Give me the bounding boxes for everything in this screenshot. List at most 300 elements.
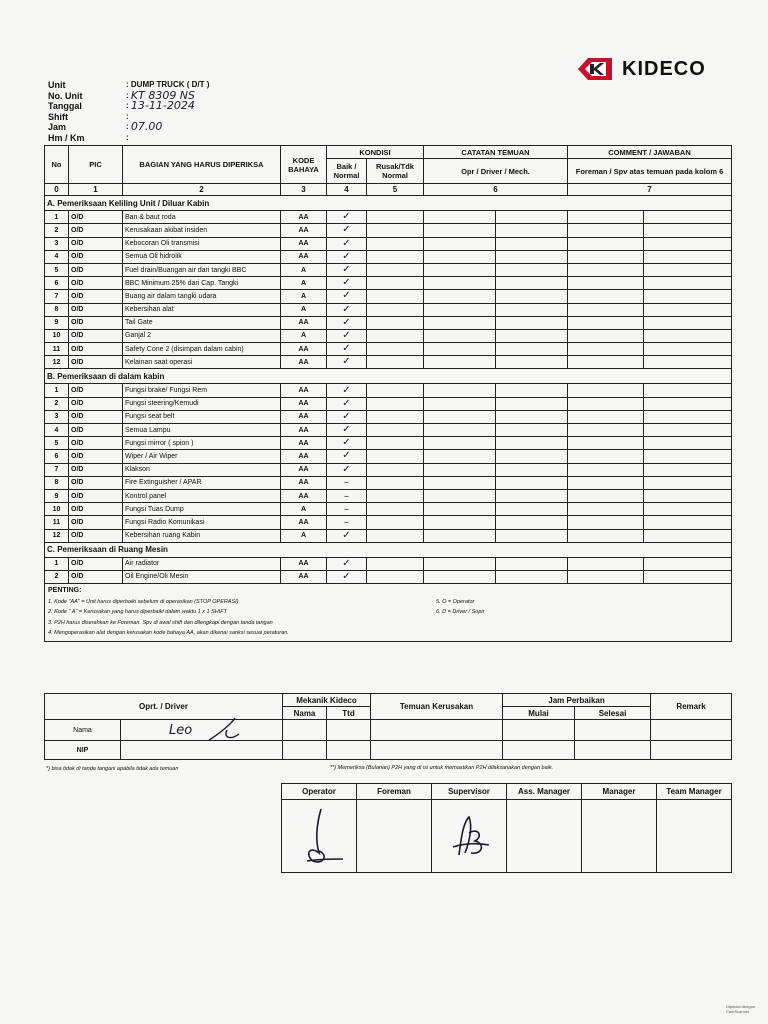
row-rusak[interactable]	[367, 290, 424, 303]
table-row	[45, 463, 732, 476]
tanggal-label: Tanggal	[48, 101, 82, 111]
row-comment-a[interactable]	[568, 237, 644, 250]
row-no: 3	[45, 410, 69, 423]
row-pic: O/D	[69, 424, 123, 437]
mekanik-nama-header: Nama	[283, 707, 327, 720]
row-catatan-a[interactable]	[424, 570, 496, 583]
col-kondisi: KONDISI	[327, 146, 424, 159]
selesai-header: Selesai	[575, 707, 651, 720]
sig-ass-manager-cell[interactable]	[507, 800, 582, 873]
row-pic: O/D	[69, 397, 123, 410]
num-0: 0	[45, 184, 69, 196]
row-rusak[interactable]	[367, 343, 424, 356]
table-row	[45, 410, 732, 423]
row-comment-b[interactable]	[644, 570, 732, 583]
row-kode: A	[281, 290, 327, 303]
row-baik: –	[327, 476, 367, 489]
row-item: Fuel drain/Buangan air dari tangki BBC	[123, 263, 281, 276]
col-opr: Opr / Driver / Mech.	[424, 159, 568, 184]
row-kode: AA	[281, 476, 327, 489]
sig-operator-header: Operator	[282, 784, 357, 800]
table-row	[45, 516, 732, 529]
row-kode: AA	[281, 343, 327, 356]
table-row	[45, 437, 732, 450]
row-catatan-b[interactable]	[496, 450, 568, 463]
row-item: BBC Minimum 25% dari Cap. Tangki	[123, 277, 281, 290]
row-comment-b[interactable]	[644, 263, 732, 276]
row-item: Air radiator	[123, 557, 281, 570]
row-comment-b[interactable]	[644, 450, 732, 463]
mekanik-ttd-cell[interactable]	[327, 720, 371, 741]
row-kode: A	[281, 277, 327, 290]
col-pic: PIC	[69, 146, 123, 184]
row-catatan-b[interactable]	[496, 224, 568, 237]
row-kode: AA	[281, 410, 327, 423]
row-comment-a[interactable]	[568, 529, 644, 542]
row-comment-b[interactable]	[644, 290, 732, 303]
row-baik: ✓	[327, 529, 367, 542]
row-catatan-b[interactable]	[496, 557, 568, 570]
row-rusak[interactable]	[367, 356, 424, 369]
mekanik-nama-cell[interactable]	[283, 720, 327, 741]
row-rusak[interactable]	[367, 503, 424, 516]
inspection-table	[44, 145, 732, 642]
row-baik: ✓	[327, 356, 367, 369]
row-no: 12	[45, 529, 69, 542]
row-no: 9	[45, 489, 69, 502]
row-no: 2	[45, 224, 69, 237]
sig-manager-header: Manager	[582, 784, 657, 800]
row-catatan-a[interactable]	[424, 397, 496, 410]
row-item: Wiper / Air Wiper	[123, 450, 281, 463]
row-rusak[interactable]	[367, 557, 424, 570]
row-catatan-b[interactable]	[496, 463, 568, 476]
row-comment-a[interactable]	[568, 250, 644, 263]
row-catatan-b[interactable]	[496, 343, 568, 356]
row-pic: O/D	[69, 463, 123, 476]
row-catatan-a[interactable]	[424, 424, 496, 437]
row-item: Oil Engine/Oli Mesin	[123, 570, 281, 583]
sig-team-manager-header: Team Manager	[657, 784, 732, 800]
row-rusak[interactable]	[367, 303, 424, 316]
section-title: C. Pemeriksaan di Ruang Mesin	[45, 542, 732, 557]
sig-supervisor-header: Supervisor	[432, 784, 507, 800]
row-pic: O/D	[69, 356, 123, 369]
row-comment-a[interactable]	[568, 489, 644, 502]
row-pic: O/D	[69, 250, 123, 263]
row-kode: AA	[281, 463, 327, 476]
sig-foreman-cell[interactable]	[357, 800, 432, 873]
row-comment-a[interactable]	[568, 463, 644, 476]
row-pic: O/D	[69, 224, 123, 237]
col-comment: COMMENT / JAWABAN	[568, 146, 732, 159]
row-catatan-a[interactable]	[424, 237, 496, 250]
scanner-line-2: CamScanner	[726, 1009, 750, 1014]
row-comment-b[interactable]	[644, 224, 732, 237]
row-no: 12	[45, 356, 69, 369]
row-catatan-a[interactable]	[424, 250, 496, 263]
row-no: 10	[45, 503, 69, 516]
row-kode: AA	[281, 224, 327, 237]
row-rusak[interactable]	[367, 424, 424, 437]
row-pic: O/D	[69, 211, 123, 224]
table-row	[45, 290, 732, 303]
row-baik: ✓	[327, 303, 367, 316]
row-comment-b[interactable]	[644, 476, 732, 489]
mekanik-ttd-header: Ttd	[327, 707, 371, 720]
mulai-header: Mulai	[503, 707, 575, 720]
table-row	[45, 384, 732, 397]
table-row	[45, 343, 732, 356]
row-comment-b[interactable]	[644, 529, 732, 542]
row-kode: A	[281, 503, 327, 516]
row-pic: O/D	[69, 303, 123, 316]
row-kode: AA	[281, 316, 327, 329]
operator-signature	[289, 803, 349, 867]
row-catatan-a[interactable]	[424, 516, 496, 529]
row-no: 8	[45, 303, 69, 316]
nip-row-label: NIP	[45, 741, 121, 760]
row-comment-b[interactable]	[644, 237, 732, 250]
row-baik: ✓	[327, 224, 367, 237]
row-baik: ✓	[327, 410, 367, 423]
row-catatan-b[interactable]	[496, 489, 568, 502]
row-pic: O/D	[69, 450, 123, 463]
row-comment-a[interactable]	[568, 290, 644, 303]
mekanik-header: Mekanik Kideco	[283, 694, 371, 707]
row-comment-a[interactable]	[568, 329, 644, 342]
row-baik: ✓	[327, 290, 367, 303]
row-pic: O/D	[69, 557, 123, 570]
row-rusak[interactable]	[367, 329, 424, 342]
row-catatan-b[interactable]	[496, 277, 568, 290]
row-comment-a[interactable]	[568, 410, 644, 423]
row-catatan-b[interactable]	[496, 211, 568, 224]
table-row	[45, 316, 732, 329]
remark-cell[interactable]	[651, 720, 732, 741]
row-catatan-b[interactable]	[496, 384, 568, 397]
row-catatan-b[interactable]	[496, 356, 568, 369]
row-rusak[interactable]	[367, 224, 424, 237]
row-kode: AA	[281, 516, 327, 529]
footnote-1: *) bisa tidak di tanda tangani apabila tidak ada temuan	[46, 766, 179, 772]
row-pic: O/D	[69, 316, 123, 329]
row-kode: A	[281, 303, 327, 316]
row-comment-b[interactable]	[644, 303, 732, 316]
row-catatan-a[interactable]	[424, 329, 496, 342]
row-no: 9	[45, 316, 69, 329]
col-rusak: Rusak/Tdk Normal	[367, 159, 424, 184]
row-rusak[interactable]	[367, 489, 424, 502]
row-comment-b[interactable]	[644, 250, 732, 263]
row-comment-b[interactable]	[644, 424, 732, 437]
row-item: Buang air dalam tangki udara	[123, 290, 281, 303]
row-catatan-a[interactable]	[424, 437, 496, 450]
mulai-cell[interactable]	[503, 720, 575, 741]
num-5: 5	[367, 184, 424, 196]
row-catatan-a[interactable]	[424, 529, 496, 542]
row-rusak[interactable]	[367, 570, 424, 583]
row-comment-a[interactable]	[568, 437, 644, 450]
table-row	[45, 224, 732, 237]
repair-table	[44, 693, 732, 760]
row-no: 5	[45, 263, 69, 276]
note-1: 1. Kode "AA" = Unit harus diperbaiki sebelum di operasikan (STOP OPERASI)	[48, 598, 239, 605]
row-baik: ✓	[327, 211, 367, 224]
row-rusak[interactable]	[367, 211, 424, 224]
unit-value: : DUMP TRUCK ( D/T )	[126, 80, 210, 89]
row-catatan-b[interactable]	[496, 290, 568, 303]
row-rusak[interactable]	[367, 410, 424, 423]
row-kode: AA	[281, 489, 327, 502]
table-row	[45, 450, 732, 463]
row-comment-a[interactable]	[568, 450, 644, 463]
row-pic: O/D	[69, 343, 123, 356]
row-catatan-a[interactable]	[424, 557, 496, 570]
table-row	[45, 329, 732, 342]
row-catatan-b[interactable]	[496, 263, 568, 276]
row-comment-a[interactable]	[568, 356, 644, 369]
num-3: 3	[281, 184, 327, 196]
tanggal-value: 13-11-2024	[130, 99, 195, 112]
row-no: 7	[45, 290, 69, 303]
note-3: 3. P2H harus diserahkan ke Foreman. Spv di awal shift dan dilengkapi dengan tanda tangan	[48, 619, 273, 626]
row-comment-b[interactable]	[644, 356, 732, 369]
no-unit-label: No. Unit	[48, 90, 83, 101]
row-rusak[interactable]	[367, 450, 424, 463]
row-comment-a[interactable]	[568, 211, 644, 224]
row-kode: AA	[281, 237, 327, 250]
row-comment-b[interactable]	[644, 397, 732, 410]
num-1: 1	[69, 184, 123, 196]
row-comment-b[interactable]	[644, 329, 732, 342]
table-row	[45, 397, 732, 410]
table-row	[45, 211, 732, 224]
row-item: Fungsi mirror ( spion )	[123, 437, 281, 450]
row-pic: O/D	[69, 410, 123, 423]
row-baik: ✓	[327, 437, 367, 450]
sig-supervisor-cell[interactable]	[432, 800, 507, 873]
row-rusak[interactable]	[367, 476, 424, 489]
row-catatan-a[interactable]	[424, 410, 496, 423]
inspection-rows	[45, 196, 732, 584]
row-catatan-b[interactable]	[496, 237, 568, 250]
row-kode: AA	[281, 356, 327, 369]
row-comment-a[interactable]	[568, 476, 644, 489]
row-comment-b[interactable]	[644, 316, 732, 329]
row-pic: O/D	[69, 570, 123, 583]
col-no: No	[45, 146, 69, 184]
row-comment-b[interactable]	[644, 277, 732, 290]
row-rusak[interactable]	[367, 529, 424, 542]
row-rusak[interactable]	[367, 463, 424, 476]
row-catatan-a[interactable]	[424, 503, 496, 516]
row-catatan-b[interactable]	[496, 316, 568, 329]
row-catatan-a[interactable]	[424, 384, 496, 397]
row-comment-a[interactable]	[568, 397, 644, 410]
row-rusak[interactable]	[367, 516, 424, 529]
row-no: 1	[45, 557, 69, 570]
row-no: 7	[45, 463, 69, 476]
note-2: 2. Kode " A" = Kerusakan yang harus diperbaiki dalam waktu 1 x 1 SHIFT	[48, 609, 228, 616]
table-row	[45, 237, 732, 250]
row-comment-a[interactable]	[568, 277, 644, 290]
notes-cell	[45, 584, 732, 642]
row-comment-a[interactable]	[568, 384, 644, 397]
row-catatan-b[interactable]	[496, 250, 568, 263]
row-no: 4	[45, 424, 69, 437]
row-catatan-b[interactable]	[496, 476, 568, 489]
row-catatan-b[interactable]	[496, 424, 568, 437]
row-comment-a[interactable]	[568, 263, 644, 276]
section-header	[45, 196, 732, 211]
row-comment-a[interactable]	[568, 570, 644, 583]
row-catatan-a[interactable]	[424, 224, 496, 237]
row-no: 1	[45, 384, 69, 397]
row-no: 1	[45, 211, 69, 224]
col-bagian: BAGIAN YANG HARUS DIPERIKSA	[123, 146, 281, 184]
row-comment-b[interactable]	[644, 437, 732, 450]
row-no: 6	[45, 277, 69, 290]
row-baik: ✓	[327, 277, 367, 290]
row-comment-b[interactable]	[644, 463, 732, 476]
sig-manager-cell[interactable]	[582, 800, 657, 873]
row-catatan-b[interactable]	[496, 516, 568, 529]
row-rusak[interactable]	[367, 250, 424, 263]
row-catatan-b[interactable]	[496, 503, 568, 516]
row-catatan-b[interactable]	[496, 329, 568, 342]
row-catatan-a[interactable]	[424, 356, 496, 369]
row-catatan-b[interactable]	[496, 437, 568, 450]
row-kode: A	[281, 263, 327, 276]
row-comment-a[interactable]	[568, 224, 644, 237]
row-comment-a[interactable]	[568, 343, 644, 356]
row-catatan-b[interactable]	[496, 303, 568, 316]
section-header	[45, 369, 732, 384]
row-rusak[interactable]	[367, 316, 424, 329]
scanner-watermark	[726, 1004, 755, 1014]
row-comment-b[interactable]	[644, 384, 732, 397]
row-pic: O/D	[69, 516, 123, 529]
row-catatan-b[interactable]	[496, 410, 568, 423]
row-comment-a[interactable]	[568, 424, 644, 437]
unit-label: Unit	[48, 80, 66, 90]
row-baik: ✓	[327, 557, 367, 570]
table-row	[45, 570, 732, 583]
sig-operator-cell[interactable]	[282, 800, 357, 873]
row-kode: AA	[281, 437, 327, 450]
row-pic: O/D	[69, 529, 123, 542]
temuan-cell[interactable]	[371, 720, 503, 741]
row-comment-b[interactable]	[644, 516, 732, 529]
row-catatan-a[interactable]	[424, 303, 496, 316]
row-rusak[interactable]	[367, 397, 424, 410]
unit-info: Unit : DUMP TRUCK ( D/T ) No. Unit : KT 8309 NS Tanggal : 13-11-2024 Shift : Jam : 07.00 Hm / Km :	[48, 80, 210, 143]
row-comment-b[interactable]	[644, 211, 732, 224]
row-catatan-a[interactable]	[424, 263, 496, 276]
row-no: 4	[45, 250, 69, 263]
row-comment-a[interactable]	[568, 503, 644, 516]
row-catatan-a[interactable]	[424, 476, 496, 489]
row-baik: ✓	[327, 397, 367, 410]
table-row	[45, 303, 732, 316]
row-rusak[interactable]	[367, 437, 424, 450]
row-pic: O/D	[69, 290, 123, 303]
row-baik: ✓	[327, 384, 367, 397]
col-foreman: Foreman / Spv atas temuan pada kolom 6	[568, 159, 732, 184]
row-catatan-a[interactable]	[424, 211, 496, 224]
row-rusak[interactable]	[367, 277, 424, 290]
row-catatan-a[interactable]	[424, 277, 496, 290]
jam-value: 07.00	[130, 120, 163, 133]
row-kode: A	[281, 329, 327, 342]
sig-foreman-header: Foreman	[357, 784, 432, 800]
row-comment-a[interactable]	[568, 557, 644, 570]
row-item: Klakson	[123, 463, 281, 476]
row-baik: –	[327, 516, 367, 529]
row-comment-b[interactable]	[644, 343, 732, 356]
row-catatan-a[interactable]	[424, 290, 496, 303]
row-catatan-b[interactable]	[496, 397, 568, 410]
table-row	[45, 489, 732, 502]
row-item: Kerusakaan akibat insiden	[123, 224, 281, 237]
row-comment-b[interactable]	[644, 503, 732, 516]
row-comment-b[interactable]	[644, 410, 732, 423]
row-catatan-a[interactable]	[424, 450, 496, 463]
hmkm-label: Hm / Km	[48, 132, 85, 143]
selesai-cell[interactable]	[575, 720, 651, 741]
row-baik: ✓	[327, 343, 367, 356]
operator-name-cell[interactable]	[121, 720, 283, 741]
row-item: Safety Cone 2 (disimpan dalam cabin)	[123, 343, 281, 356]
row-rusak[interactable]	[367, 263, 424, 276]
row-baik: ✓	[327, 250, 367, 263]
row-comment-a[interactable]	[568, 316, 644, 329]
row-no: 2	[45, 397, 69, 410]
row-item: Fire Extinguisher / APAR	[123, 476, 281, 489]
temuan-header: Temuan Kerusakan	[371, 694, 503, 720]
row-catatan-a[interactable]	[424, 489, 496, 502]
sig-team-manager-cell[interactable]	[657, 800, 732, 873]
row-comment-b[interactable]	[644, 489, 732, 502]
row-item: Kebocoran Oli transmisi	[123, 237, 281, 250]
row-baik: ✓	[327, 450, 367, 463]
row-comment-b[interactable]	[644, 557, 732, 570]
row-catatan-a[interactable]	[424, 463, 496, 476]
row-catatan-b[interactable]	[496, 570, 568, 583]
row-item: Fungsi brake/ Fungsi Rem	[123, 384, 281, 397]
note-4: 4. Mengoperasikan alat dengan kerusakan kode bahaya AA, akan dikenai sanksi sesuai peraturan.	[48, 630, 289, 637]
row-rusak[interactable]	[367, 237, 424, 250]
row-comment-a[interactable]	[568, 303, 644, 316]
row-catatan-a[interactable]	[424, 316, 496, 329]
row-catatan-b[interactable]	[496, 529, 568, 542]
row-catatan-a[interactable]	[424, 343, 496, 356]
row-pic: O/D	[69, 503, 123, 516]
row-item: Fungsi Radio Komunikasi	[123, 516, 281, 529]
row-comment-a[interactable]	[568, 516, 644, 529]
table-row	[45, 557, 732, 570]
nip-cell[interactable]	[121, 741, 283, 760]
row-rusak[interactable]	[367, 384, 424, 397]
row-kode: AA	[281, 557, 327, 570]
row-pic: O/D	[69, 263, 123, 276]
num-2: 2	[123, 184, 281, 196]
row-kode: AA	[281, 424, 327, 437]
row-no: 2	[45, 570, 69, 583]
row-kode: AA	[281, 397, 327, 410]
row-baik: ✓	[327, 237, 367, 250]
